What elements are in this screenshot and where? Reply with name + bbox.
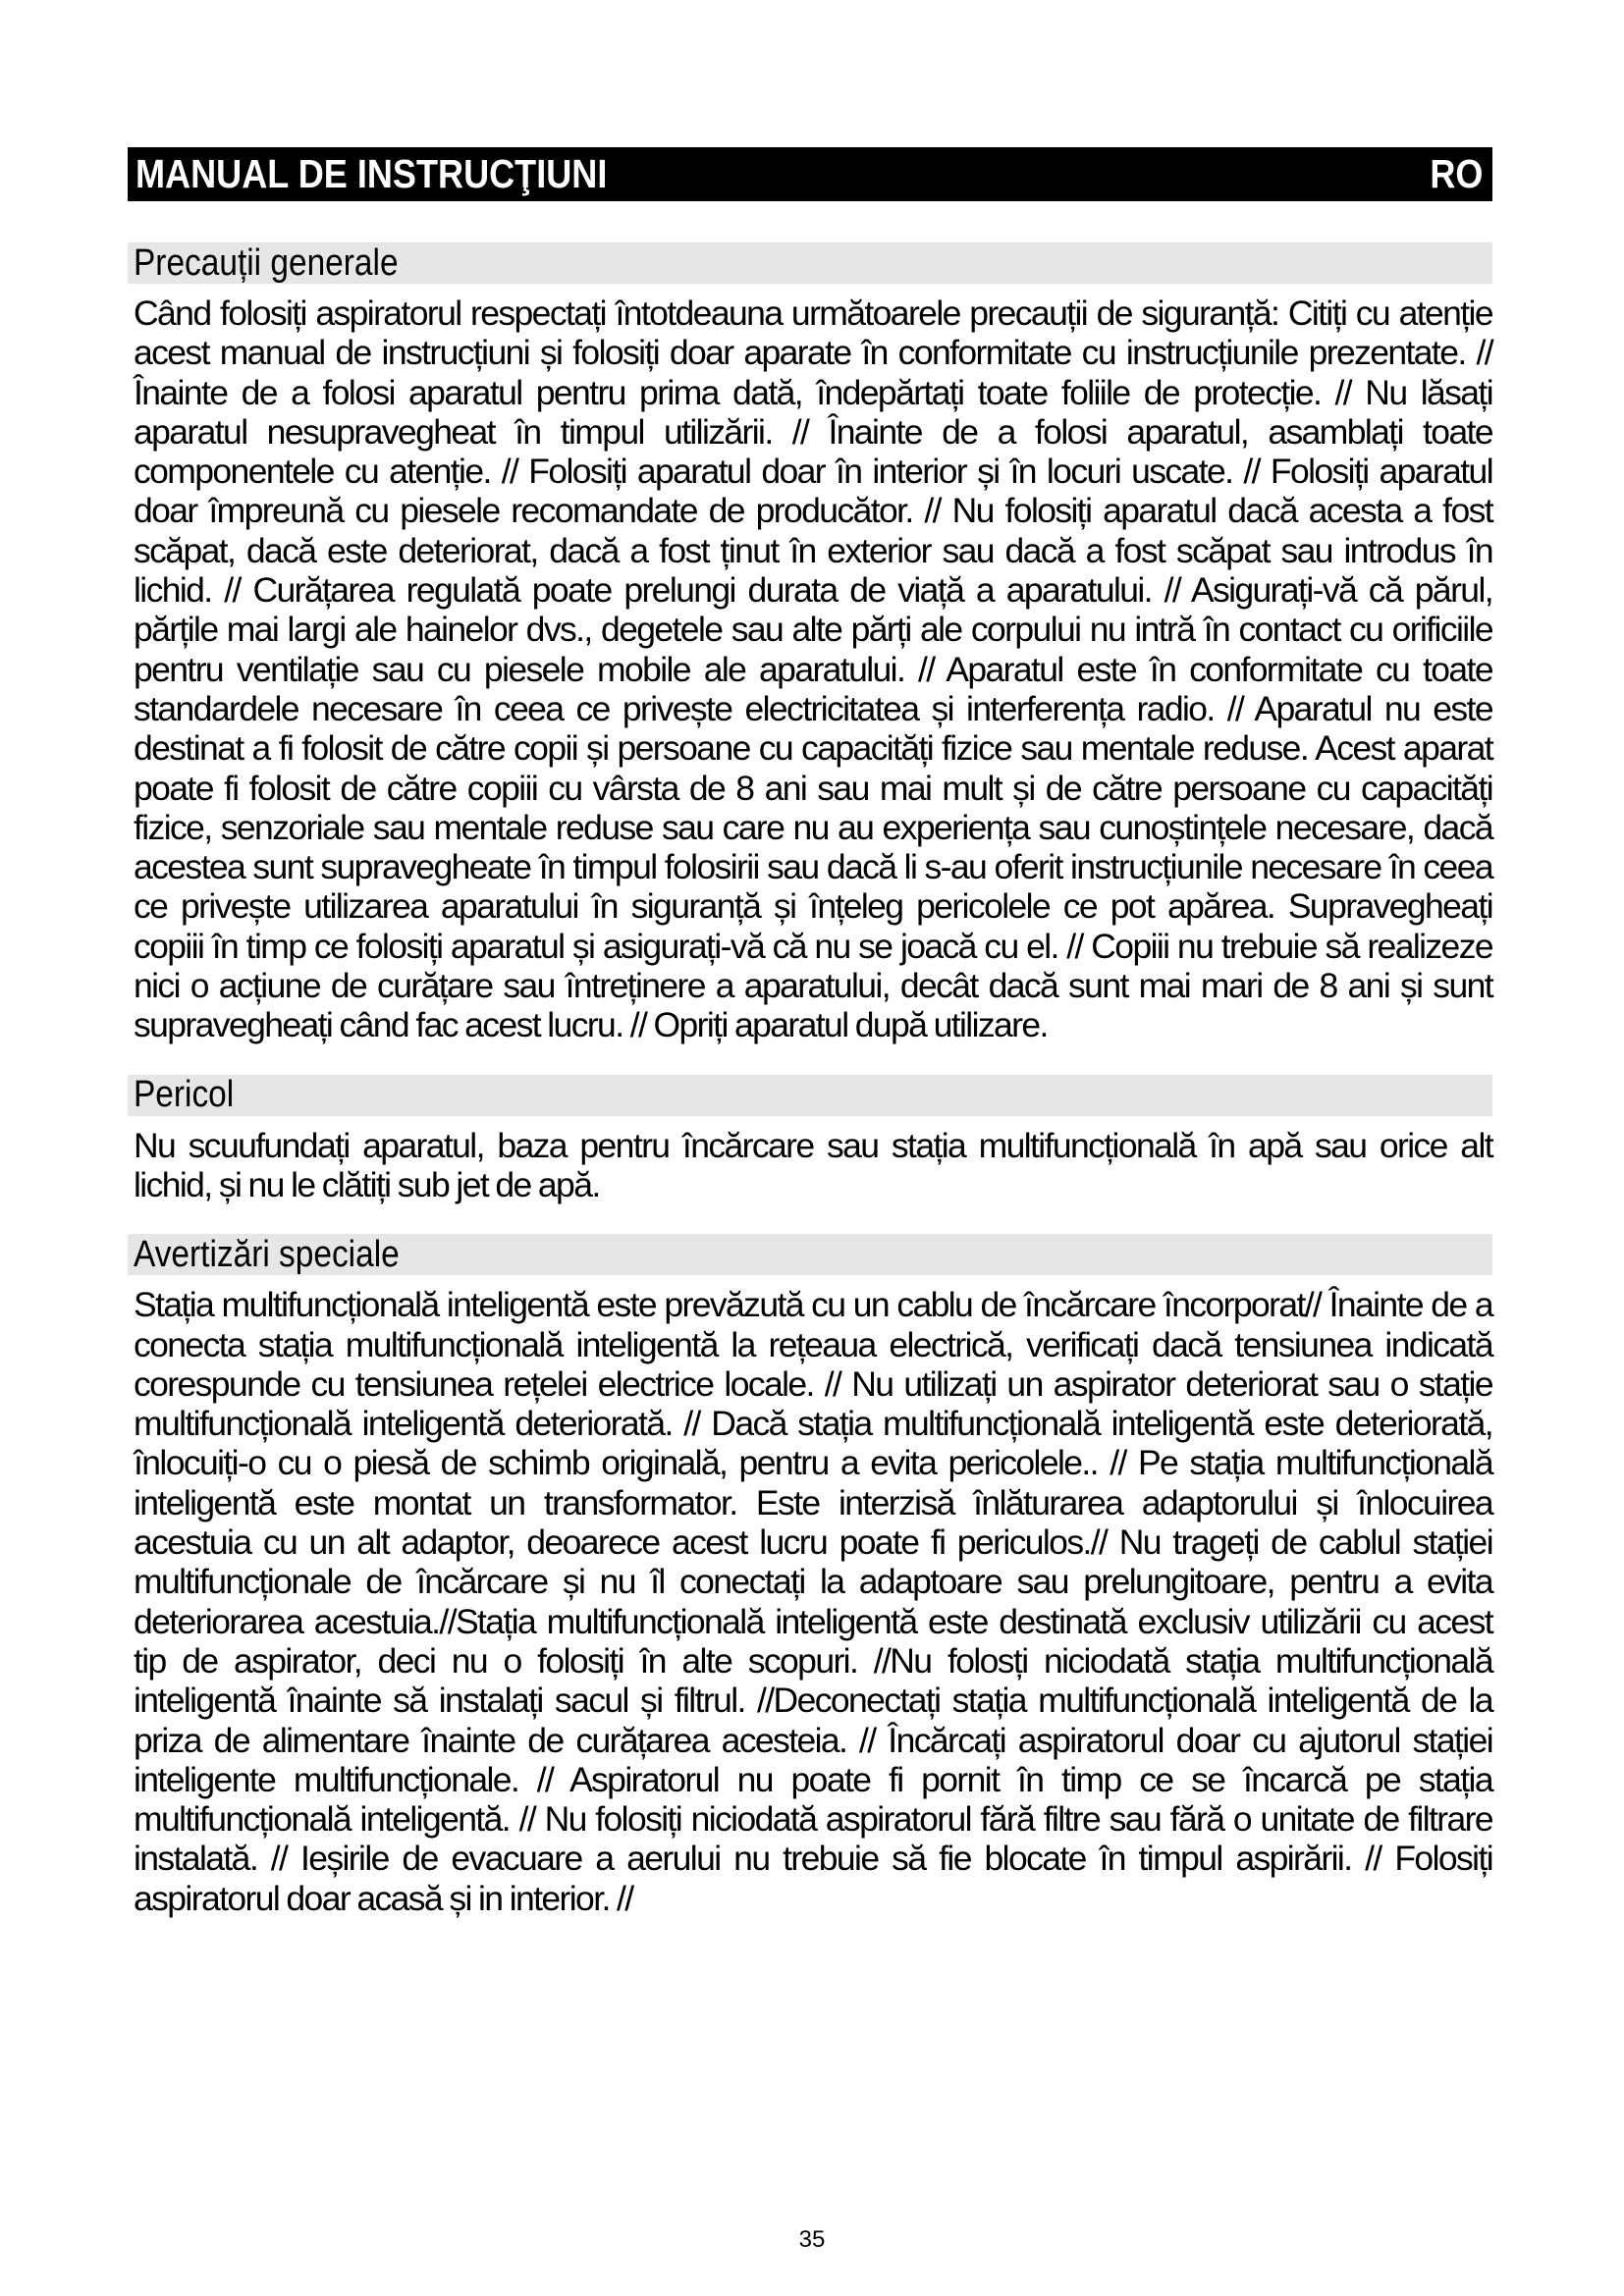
section-heading-text: Avertizări speciale (134, 1233, 400, 1275)
section-heading (128, 242, 1492, 284)
section-special-warnings (128, 1234, 1492, 1918)
section-heading-text: Precauții generale (134, 241, 399, 284)
section-heading-text: Pericol (134, 1074, 235, 1116)
language-code: RO (1429, 151, 1483, 196)
manual-page (128, 147, 1492, 1918)
section-heading (128, 1075, 1492, 1116)
page-number: 35 (798, 2226, 826, 2253)
section-body-text: Când folosiți aspiratorul respectați întotdeauna următoarele precauții de siguranță: Citiți cu atenție acest manual de instrucțiuni și folosiți doar aparate în conformitate cu instrucțiunile prezentate. // Înainte de a folosi aparatul pentru prima dată, îndepărtați toate foliile de protecție. // Nu lăsați aparatul nesupravegheat în timpul utilizării. // Înainte de a folosi aparatul, asamblați toate componentele cu atenție. // Folosiți aparatul doar în interior și în locuri uscate. // Folosiți aparatul doar împreună cu piesele recomandate de producător. // Nu folosiți aparatul dacă acesta a fost scăpat, dacă este deteriorat, dacă a fost ținut în exterior sau dacă a fost scăpat sau introdus în lichid. // Curățarea regulată poate prelungi durata de viață a aparatului. // Asigurați-vă că părul, părțile mai largi ale hainelor dvs., degetele sau alte părți ale corpului nu intră în contact cu orificiile pentru ventilație sau cu piesele mobile ale aparatului. // Aparatul este în conformitate cu toate standardele necesare în ceea ce privește electricitatea și interferența radio. // Aparatul nu este destinat a fi folosit de către copii și persoane cu capacități fizice sau mentale reduse. Acest aparat poate fi folosit de către copiii cu vârsta de 8 ani sau mai mult și de către persoane cu capacități fizice, senzoriale sau mentale reduse sau care nu au experiența sau cunoștințele necesare, dacă acestea sunt supravegheate în timpul folosirii sau dacă li s-au oferit instrucțiunile necesare în ceea ce privește utilizarea aparatului în siguranță și înțeleg pericolele ce pot apărea. Supravegheați copiii în timp ce folosiți aparatul și asigurați-vă că nu se joacă cu el. // Copiii nu trebuie să realizeze nici o acțiune de curățare sau întreținere a aparatului, decât dacă sunt mai mari de 8 ani și sunt supravegheați când fac acest lucru. // Opriți aparatul după utilizare. (134, 294, 1492, 1045)
section-body-text: Nu scuufundați aparatul, baza pentru încărcare sau stația multifuncțională în apă sau orice alt lichid, și nu le clătiți sub jet de apă. (134, 1125, 1492, 1204)
manual-title: MANUAL DE INSTRUCŢIUNI (135, 151, 608, 196)
section-heading (128, 1234, 1492, 1275)
section-body-text: Stația multifuncțională inteligentă este prevăzută cu un cablu de încărcare încorporat// Înainte de a conecta stația multifuncțională inteligentă la rețeaua electrică, verificați dacă tensiunea indicată corespunde cu tensiunea rețelei electrice locale. // Nu utilizați un aspirator deteriorat sau o stație multifuncțională inteligentă deteriorată. // Dacă stația multifuncțională inteligentă este deteriorată, înlocuiți-o cu o piesă de schimb originală, pentru a evita pericolele.. // Pe stația multifuncțională inteligentă este montat un transformator. Este interzisă înlăturarea adaptorului și înlocuirea acestuia cu un alt adaptor, deoarece acest lucru poate fi periculos.// Nu trageți de cablul stației multifuncționale de încărcare și nu îl conectați la adaptoare sau prelungitoare, pentru a evita deteriorarea acestuia.//Stația multifuncțională inteligentă este destinată exclusiv utilizării cu acest tip de aspirator, deci nu o folosiți în alte scopuri. //Nu folosți niciodată stația multifuncțională inteligentă înainte să instalați sacul și filtrul. //Deconectați stația multifuncțională inteligentă de la priza de alimentare înainte de curățarea acesteia. // Încărcați aspiratorul doar cu ajutorul stației inteligente multifuncționale. // Aspiratorul nu poate fi pornit în timp ce se încarcă pe stația multifuncțională inteligentă. // Nu folosiți niciodată aspiratorul fără filtre sau fără o unitate de filtrare instalată. // Ieșirile de evacuare a aerului nu trebuie să fie blocate în timpul aspirării. // Folosiți aspiratorul doar acasă și in interior. // (134, 1285, 1492, 1918)
manual-title-bar (128, 147, 1492, 201)
section-general-precautions (128, 242, 1492, 1045)
section-danger (128, 1075, 1492, 1205)
